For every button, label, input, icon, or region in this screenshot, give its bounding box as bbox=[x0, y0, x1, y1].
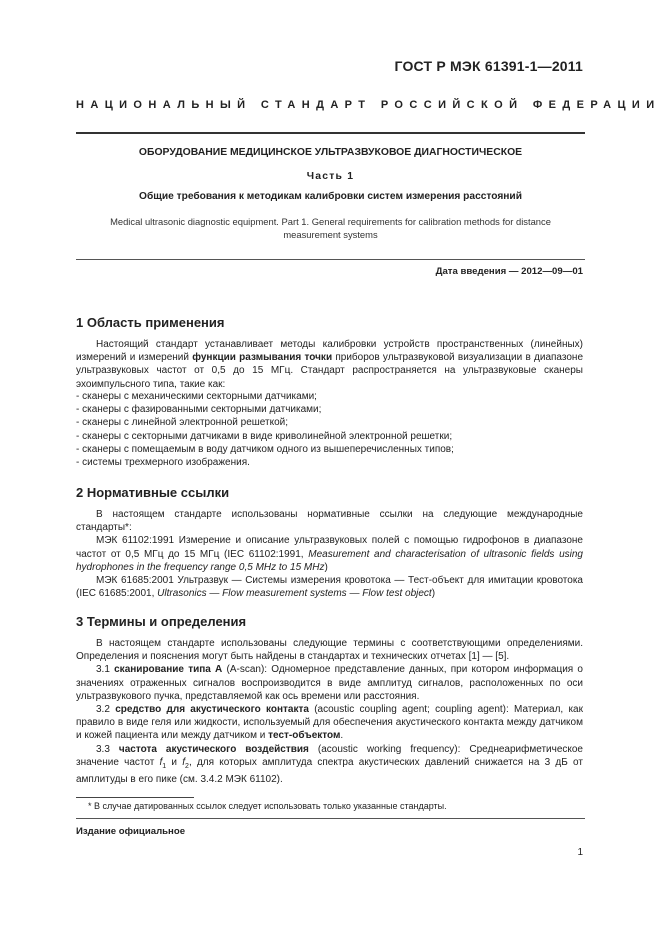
header-rule bbox=[76, 132, 585, 134]
document-subtitle: Общие требования к методикам калибровки систем измерения расстояний bbox=[139, 191, 522, 202]
list-item: - сканеры с секторными датчиками в виде криволинейной электронной решетки; bbox=[76, 430, 453, 442]
list-item: - сканеры с механическими секторными датчиками; bbox=[76, 391, 317, 402]
standard-code: ГОСТ Р МЭК 61391-1—2011 bbox=[394, 58, 583, 74]
introduction-date: Дата введения — 2012—09—01 bbox=[435, 266, 583, 277]
reference-61102 bbox=[76, 534, 583, 574]
term-3-2-linked-term: тест-объектом bbox=[268, 730, 341, 742]
section2-intro-text: В настоящем стандарте использованы нормативные ссылки на следующие международные стандарты*: bbox=[76, 509, 583, 534]
english-title-line1: Medical ultrasonic diagnostic equipment. Part 1. General requirements for calibration methods for distance bbox=[110, 216, 551, 227]
page-number: 1 bbox=[577, 847, 583, 858]
reference-61685-title: Ultrasonics — Flow measurement systems — Flow test object bbox=[157, 588, 432, 600]
section1-paragraph bbox=[76, 338, 583, 391]
term-3-3-and: и bbox=[166, 756, 183, 768]
section2-body bbox=[76, 508, 583, 600]
section3-body bbox=[76, 637, 583, 786]
section1-text: Настоящий стандарт устанавливает методы калибровки устройств пространственных (линейных) измерений и измерений bbox=[76, 339, 583, 364]
section3-intro bbox=[76, 637, 583, 663]
term-3-1-name: сканирование типа А bbox=[114, 664, 223, 676]
frequency-f2: f bbox=[182, 756, 186, 768]
term-3-2-definition: (acoustic coupling agent; coupling agent): Материал, как правило в виде геля или жидкости, используемый для обеспечения акустического контакта между датчиком и кожей пациента или между датчиком и bbox=[76, 704, 583, 742]
section1-bold-term: функции размывания точки bbox=[192, 352, 333, 364]
title-rule bbox=[76, 259, 585, 260]
reference-61102-title: Measurement and characterisation of ultrasonic fields using hydrophones in the frequency range 0,5 MHz to 15 MHz bbox=[76, 548, 583, 573]
section1-text-tail: приборов ультразвуковой визуализации в диапазоне ультразвуковых частот от 0,5 до 15 МГц. Стандарт распространяется на ультразвуковые сканеры эхоимпульсного типа, такие как: bbox=[76, 352, 583, 390]
national-standard-heading: НАЦИОНАЛЬНЫЙ СТАНДАРТ РОССИЙСКОЙ ФЕДЕРАЦИИ bbox=[76, 99, 661, 111]
section2-heading: 2 Нормативные ссылки bbox=[76, 485, 230, 500]
term-3-3-definition-tail: , для которых амплитуда спектра акустических давлений снижается на 3 дБ от амплитуды в его пике (см. 3.4.2 МЭК 61102). bbox=[76, 756, 583, 786]
term-3-1-number: 3.1 bbox=[96, 664, 115, 676]
term-3-2-name: средство для акустического контакта bbox=[115, 704, 309, 716]
term-3-1-definition: (A-scan): Одномерное представление данных, при котором информация о значениях отраженных сигналов воспроизводится в виде амплитуд сигналов, расположенных по оси ультразвукового пучка, представляемой как ось времени или расстояния. bbox=[76, 664, 583, 702]
term-3-3-number: 3.3 bbox=[96, 743, 119, 755]
english-title bbox=[76, 215, 585, 241]
frequency-f1: f bbox=[159, 756, 163, 768]
term-3-3-definition: (acoustic working frequency): Среднеарифметическое значение частот bbox=[76, 743, 583, 768]
reference-61685-close: ) bbox=[431, 588, 436, 600]
reference-61685-text: МЭК 61685:2001 Ультразвук — Системы измерения кровотока — Тест-объект для имитации кровотока (IEC 61685:2001, bbox=[76, 575, 583, 600]
list-item: - сканеры с линейной электронной решеткой; bbox=[76, 417, 289, 429]
document-title: ОБОРУДОВАНИЕ МЕДИЦИНСКОЕ УЛЬТРАЗВУКОВОЕ ДИАГНОСТИЧЕСКОЕ bbox=[138, 147, 523, 158]
scanner-list bbox=[76, 390, 454, 469]
term-3-3-name: частота акустического воздействия bbox=[118, 743, 309, 755]
section2-intro bbox=[76, 508, 583, 534]
reference-61102-text: МЭК 61102:1991 Измерение и описание ультразвуковых полей с помощью гидрофонов в диапазоне частот от 0,5 МГц до 15 МГц (IEC 61102:1991, bbox=[76, 535, 583, 560]
term-3-1 bbox=[76, 663, 583, 703]
footer-rule bbox=[76, 818, 585, 819]
frequency-f2-index: 2 bbox=[185, 762, 189, 770]
section1-heading: 1 Область применения bbox=[76, 315, 225, 330]
document-part: Часть 1 bbox=[306, 171, 355, 182]
reference-61685 bbox=[76, 574, 583, 600]
term-3-3 bbox=[76, 743, 583, 787]
footnote: * В случае датированных ссылок следует использовать только указанные стандарты. bbox=[88, 801, 447, 811]
reference-61102-close: ) bbox=[324, 561, 328, 573]
term-3-2-end: . bbox=[340, 730, 344, 742]
list-item: - сканеры с помещаемым в воду датчиком одного из вышеперечисленных типов; bbox=[76, 443, 454, 455]
list-item: - системы трехмерного изображения. bbox=[76, 457, 250, 469]
term-3-2 bbox=[76, 703, 583, 743]
section3-intro-text: В настоящем стандарте использованы следующие термины с соответствующими определениями. Определения и пояснения могут быть найдены в стандартах и технических отчетах [1] — [5]. bbox=[76, 638, 583, 663]
list-item: - сканеры с фазированными секторными датчиками; bbox=[76, 404, 322, 416]
official-edition: Издание официальное bbox=[76, 826, 186, 837]
section3-heading: 3 Термины и определения bbox=[76, 614, 247, 629]
term-3-2-number: 3.2 bbox=[96, 704, 116, 716]
english-title-line2: measurement systems bbox=[283, 229, 378, 240]
frequency-f1-index: 1 bbox=[162, 762, 167, 770]
footnote-rule bbox=[76, 797, 194, 798]
